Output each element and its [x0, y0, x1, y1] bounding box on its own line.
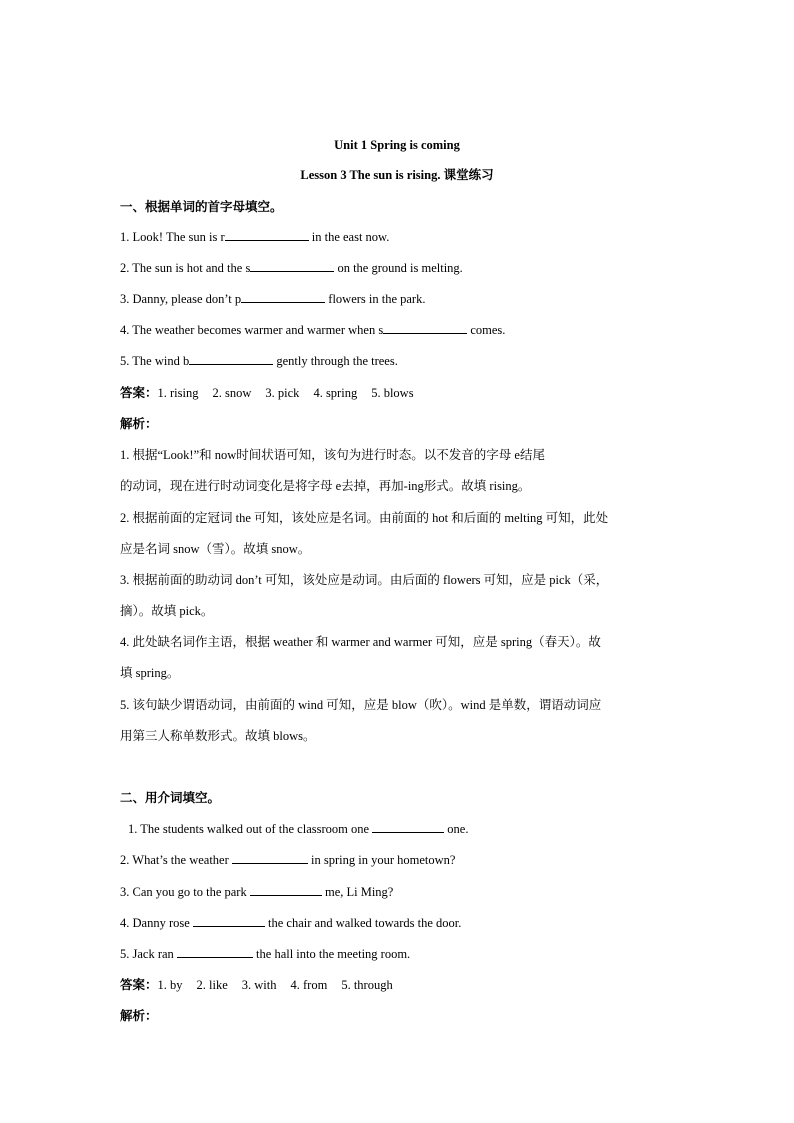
document-title: Unit 1 Spring is coming	[334, 138, 460, 152]
section1-question-1: 1. Look! The sun is r in the east now.	[120, 230, 390, 244]
analysis-line: 1. 根据“Look!”和 now时间状语可知，该句为进行时态。以不发音的字母 e结尾	[120, 448, 545, 462]
answer-blank	[372, 820, 444, 833]
analysis-line: 摘）。故填 pick。	[120, 604, 214, 618]
section1-question-4: 4. The weather becomes warmer and warmer when s comes.	[120, 323, 506, 337]
section2-analysis-label: 解析：	[120, 1009, 158, 1023]
analysis-line: 4. 此处缺名词作主语，根据 weather 和 warmer and warmer 可知，应是 spring（春天）。故	[120, 635, 601, 649]
section1-question-5: 5. The wind b gently through the trees.	[120, 354, 398, 368]
section2-question-4: 4. Danny rose the chair and walked towards the door.	[120, 916, 462, 930]
answer-blank	[383, 321, 467, 334]
answer-blank	[177, 945, 253, 958]
analysis-line: 5. 该句缺少谓语动词，由前面的 wind 可知，应是 blow（吹）。wind 是单数，谓语动词应	[120, 698, 602, 712]
analysis-line: 填 spring。	[120, 666, 180, 680]
analysis-line: 3. 根据前面的助动词 don’t 可知，该处应是动词。由后面的 flowers 可知，应是 pick（采，	[120, 573, 609, 587]
section1-question-3: 3. Danny, please don’t p flowers in the park.	[120, 292, 426, 306]
section1-question-2: 2. The sun is hot and the s on the ground is melting.	[120, 261, 463, 275]
analysis-line: 用第三人称单数形式。故填 blows。	[120, 729, 316, 743]
section2-answers: 答案：1. by 2. like 3. with 4. from 5. through	[120, 978, 393, 992]
section2-question-2: 2. What’s the weather in spring in your hometown?	[120, 853, 456, 867]
section1-answers: 答案：1. rising 2. snow 3. pick 4. spring 5. blows	[120, 386, 414, 400]
section2-question-1: 1. The students walked out of the classroom one one.	[128, 822, 469, 836]
analysis-line: 的动词，现在进行时动词变化是将字母 e去掉，再加-ing形式。故填 rising。	[120, 479, 531, 493]
section2-question-5: 5. Jack ran the hall into the meeting room.	[120, 947, 411, 961]
answer-blank	[250, 883, 322, 896]
document-subtitle: Lesson 3 The sun is rising. 课堂练习	[300, 168, 494, 182]
section2-question-3: 3. Can you go to the park me, Li Ming?	[120, 885, 394, 899]
answer-blank	[189, 352, 273, 365]
answer-blank	[232, 851, 308, 864]
analysis-line: 应是名词 snow（雪）。故填 snow。	[120, 542, 311, 556]
answer-blank	[250, 259, 334, 272]
answer-blank	[193, 914, 265, 927]
section2-heading: 二、用介词填空。	[120, 791, 221, 805]
section1-analysis-label: 解析：	[120, 417, 158, 431]
answer-blank	[241, 290, 325, 303]
section1-heading: 一、根据单词的首字母填空。	[120, 200, 283, 214]
analysis-line: 2. 根据前面的定冠词 the 可知，该处应是名词。由前面的 hot 和后面的 melting 可知，此处	[120, 511, 609, 525]
answer-blank	[225, 228, 309, 241]
